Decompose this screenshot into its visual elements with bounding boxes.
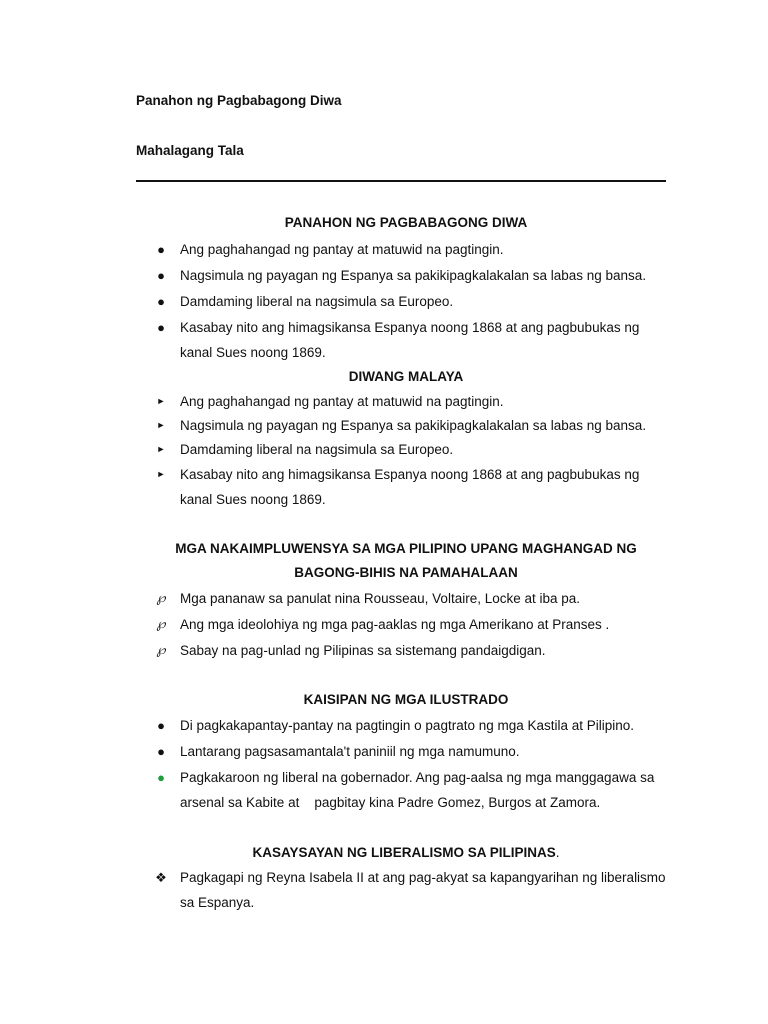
- list-item: ● Pagkakaroon ng liberal na gobernador. Ang pag-aalsa ng mga manggagawa sa: [160, 765, 680, 790]
- filled-circle-bullet-icon: ●: [157, 718, 165, 733]
- list-item: ℘ Ang mga ideolohiya ng mga pag-aaklas ng mga Amerikano at Pranses .: [160, 612, 680, 637]
- list-item: ℘ Sabay na pag-unlad ng Pilipinas sa sistemang pandaigdigan.: [160, 638, 680, 663]
- script-p-bullet-icon: ℘: [156, 591, 166, 606]
- four-diamond-bullet-icon: ❖: [155, 870, 167, 885]
- filled-circle-bullet-icon: ●: [157, 294, 165, 309]
- section-heading: KAISIPAN NG MGA ILUSTRADO: [303, 692, 509, 707]
- script-p-bullet-icon: ℘: [156, 617, 166, 632]
- list-item: ● Lantarang pagsasamantala't paniniil ng mga namumuno.: [160, 739, 680, 764]
- list-item: ► Damdaming liberal na nagsimula sa Europeo.: [160, 437, 680, 462]
- list-item-continuation: arsenal sa Kabite at pagbitay kina Padre Gomez, Burgos at Zamora.: [180, 795, 601, 810]
- filled-circle-bullet-icon: ●: [157, 744, 165, 759]
- section-heading: DIWANG MALAYA: [348, 369, 464, 384]
- heading-period: .: [555, 845, 560, 860]
- list-item: ℘ Mga pananaw sa panulat nina Rousseau, Voltaire, Locke at iba pa.: [160, 586, 680, 611]
- list-item: ► Ang paghahangad ng pantay at matuwid na pagtingin.: [160, 389, 680, 414]
- section-heading-line2: BAGONG-BIHIS NA PAMAHALAAN: [294, 565, 518, 580]
- section-heading: MGA NAKAIMPLUWENSYA SA MGA PILIPINO UPANG MAGHANGAD NG: [175, 541, 637, 556]
- right-triangle-bullet-icon: ►: [156, 396, 166, 406]
- list-item: ► Kasabay nito ang himagsikansa Espanya noong 1868 at ang pagbubukas ng: [160, 462, 680, 487]
- section-heading: PANAHON NG PAGBABAGONG DIWA: [284, 215, 528, 230]
- filled-circle-bullet-icon: ●: [157, 242, 165, 257]
- filled-circle-bullet-icon: ●: [157, 320, 165, 335]
- section-heading: [136, 841, 676, 865]
- list-item: ● Kasabay nito ang himagsikansa Espanya noong 1868 at ang pagbubukas ng: [160, 315, 680, 340]
- right-triangle-bullet-icon: ►: [156, 469, 166, 479]
- right-triangle-bullet-icon: ►: [156, 444, 166, 454]
- list-item: ● Nagsimula ng payagan ng Espanya sa pakikipagkalakalan sa labas ng bansa.: [160, 263, 680, 288]
- list-item: ● Ang paghahangad ng pantay at matuwid na pagtingin.: [160, 237, 680, 262]
- filled-circle-bullet-icon: ●: [157, 268, 165, 283]
- horizontal-rule: [136, 180, 666, 182]
- green-circle-bullet-icon: ●: [157, 770, 165, 785]
- list-item-continuation: kanal Sues noong 1869.: [180, 345, 326, 360]
- document-title: Panahon ng Pagbabagong Diwa: [136, 93, 342, 108]
- list-item-continuation: sa Espanya.: [180, 895, 255, 910]
- list-item: ● Di pagkakapantay-pantay na pagtingin o pagtrato ng mga Kastila at Pilipino.: [160, 713, 680, 738]
- list-item: ► Nagsimula ng payagan ng Espanya sa pakikipagkalakalan sa labas ng bansa.: [160, 413, 680, 438]
- list-item: ● Damdaming liberal na nagsimula sa Europeo.: [160, 289, 680, 314]
- list-item: ❖ Pagkagapi ng Reyna Isabela II at ang pag-akyat sa kapangyarihan ng liberalismo: [160, 865, 680, 890]
- section-heading-text: KASAYSAYAN NG LIBERALISMO SA PILIPINAS: [252, 845, 556, 860]
- script-p-bullet-icon: ℘: [156, 643, 166, 658]
- list-item-continuation: kanal Sues noong 1869.: [180, 492, 326, 507]
- right-triangle-bullet-icon: ►: [156, 420, 166, 430]
- document-subtitle: Mahalagang Tala: [136, 143, 244, 158]
